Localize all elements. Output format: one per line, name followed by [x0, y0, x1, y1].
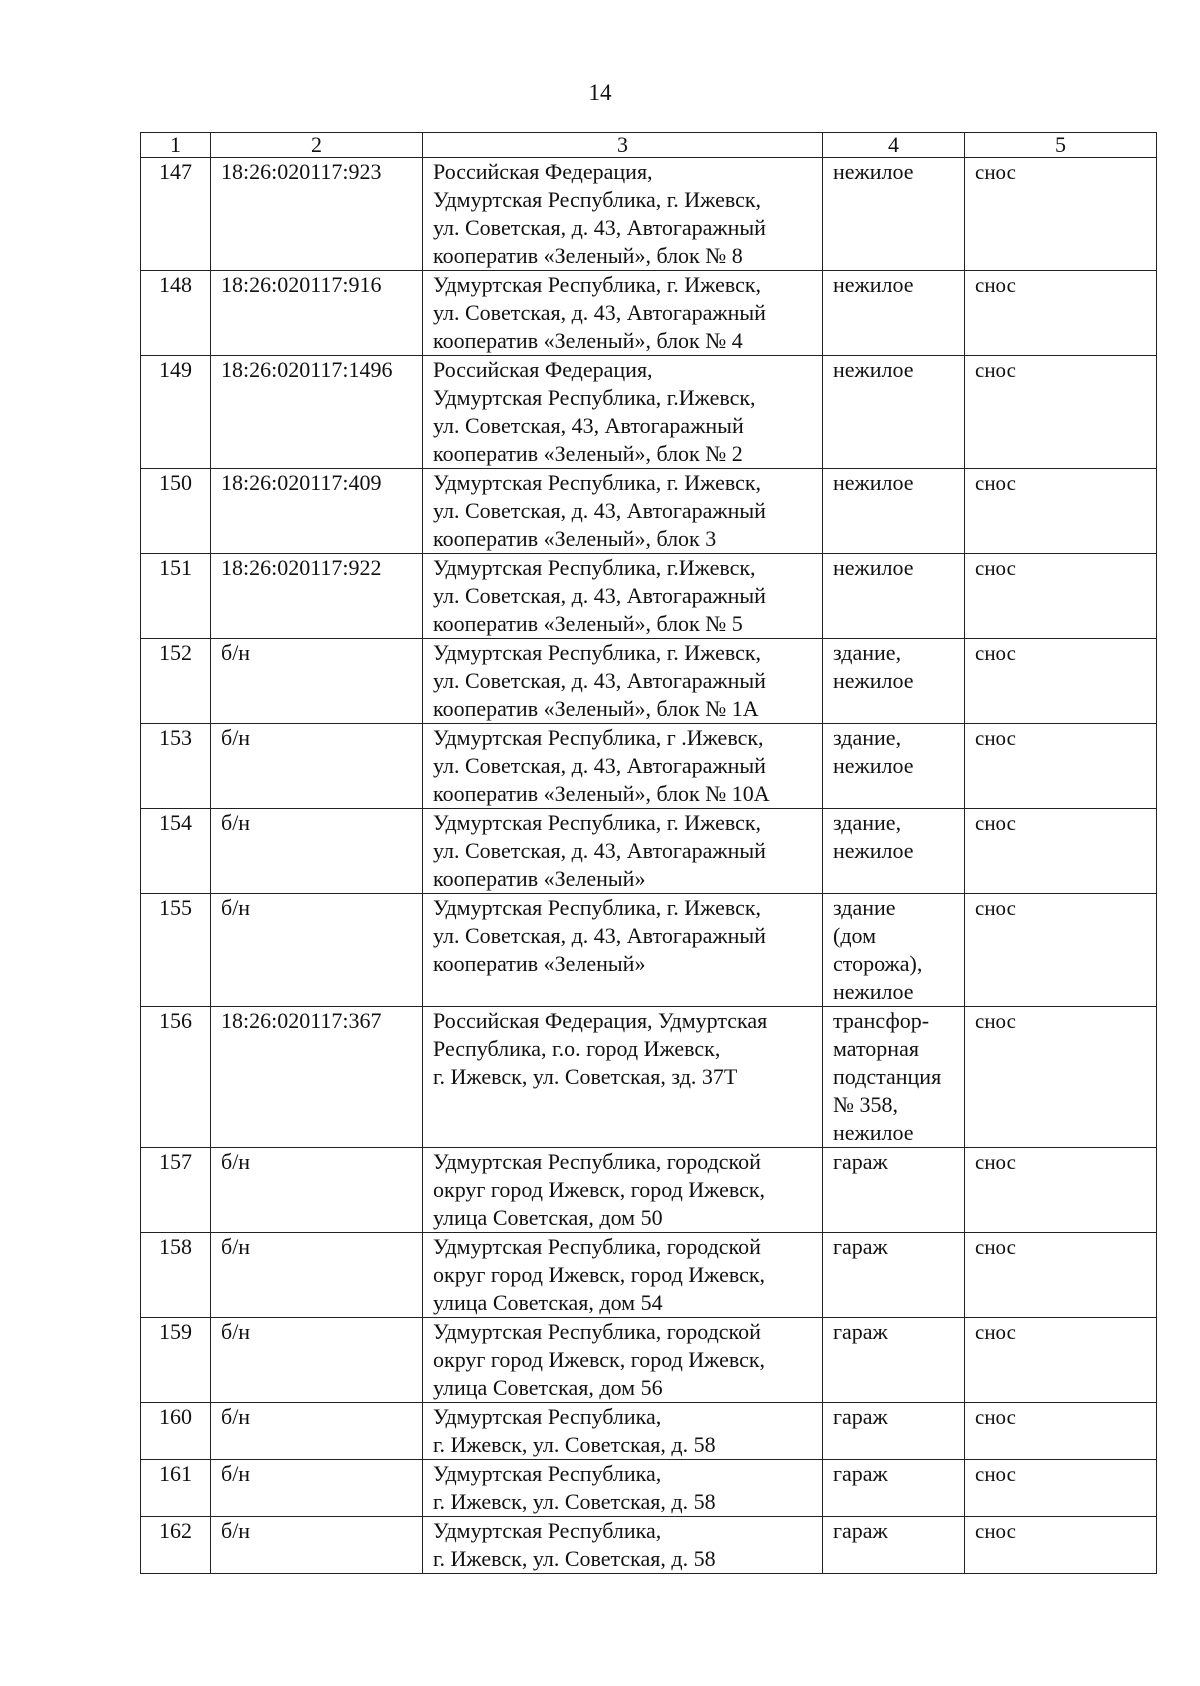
table-row [141, 639, 1157, 724]
object-type-line: подстанция [833, 1064, 942, 1089]
row-number-cell: 154 [141, 809, 211, 894]
object-type-line: трансфор- [833, 1008, 930, 1033]
address-line: Российская Федерация, [433, 357, 653, 382]
cadastral-number-cell: б/н [211, 1318, 423, 1403]
table-row [141, 1517, 1157, 1574]
row-number-cell: 161 [141, 1460, 211, 1517]
address-line: г. Ижевск, ул. Советская, д. 58 [433, 1546, 716, 1571]
address-line: г. Ижевск, ул. Советская, зд. 37Т [433, 1064, 738, 1089]
cadastral-number-cell: 18:26:020117:1496 [211, 356, 423, 469]
address-cell [423, 809, 823, 894]
object-type-line: нежилое [833, 753, 914, 778]
address-cell [423, 1318, 823, 1403]
cadastral-number-cell: 18:26:020117:916 [211, 271, 423, 356]
object-type-line: гараж [833, 1319, 888, 1344]
address-line: Удмуртская Республика, г .Ижевск, [433, 725, 764, 750]
action-cell: снос [965, 724, 1157, 809]
address-line: ул. Советская, д. 43, Автогаражный [433, 583, 766, 608]
object-type-cell [823, 809, 965, 894]
object-type-cell [823, 1148, 965, 1233]
object-type-line: нежилое [833, 1120, 914, 1145]
table-row [141, 809, 1157, 894]
cadastral-number-cell: б/н [211, 1233, 423, 1318]
objects-table [140, 132, 1157, 1574]
cadastral-number-cell: 18:26:020117:367 [211, 1007, 423, 1148]
address-cell [423, 1007, 823, 1148]
object-type-line: нежилое [833, 979, 914, 1004]
cadastral-number-cell: 18:26:020117:923 [211, 158, 423, 271]
address-line: улица Советская, дом 56 [433, 1375, 663, 1400]
address-line: округ город Ижевск, город Ижевск, [433, 1347, 766, 1372]
object-type-cell [823, 1007, 965, 1148]
object-type-line: гараж [833, 1404, 888, 1429]
address-cell [423, 1148, 823, 1233]
cadastral-number-cell: б/н [211, 1148, 423, 1233]
row-number-cell: 155 [141, 894, 211, 1007]
address-line: ул. Советская, д. 43, Автогаражный [433, 838, 766, 863]
object-type-cell [823, 158, 965, 271]
object-type-line: гараж [833, 1149, 888, 1174]
table-row [141, 271, 1157, 356]
action-cell: снос [965, 639, 1157, 724]
address-line: Удмуртская Республика, городской [433, 1319, 761, 1344]
action-cell: снос [965, 1233, 1157, 1318]
action-cell: снос [965, 158, 1157, 271]
address-line: ул. Советская, д. 43, Автогаражный [433, 753, 766, 778]
action-cell: снос [965, 894, 1157, 1007]
object-type-line: № 358, [833, 1092, 898, 1117]
address-line: Удмуртская Республика, г. Ижевск, [433, 470, 762, 495]
row-number-cell: 151 [141, 554, 211, 639]
action-cell: снос [965, 809, 1157, 894]
table-row [141, 1460, 1157, 1517]
address-line: Удмуртская Республика, г. Ижевск, [433, 895, 762, 920]
row-number-cell: 159 [141, 1318, 211, 1403]
row-number-cell: 162 [141, 1517, 211, 1574]
table-row [141, 1233, 1157, 1318]
row-number-cell: 156 [141, 1007, 211, 1148]
object-type-line: нежилое [833, 838, 914, 863]
address-line: Удмуртская Республика, городской [433, 1234, 761, 1259]
object-type-cell [823, 271, 965, 356]
cadastral-number-cell: б/н [211, 1460, 423, 1517]
object-type-line: нежилое [833, 272, 914, 297]
address-line: Российская Федерация, Удмуртская [433, 1008, 768, 1033]
action-cell: снос [965, 554, 1157, 639]
object-type-line: (дом [833, 923, 877, 948]
cadastral-number-cell: 18:26:020117:922 [211, 554, 423, 639]
cadastral-number-cell: б/н [211, 724, 423, 809]
address-line: ул. Советская, д. 43, Автогаражный [433, 923, 766, 948]
table-header-row [141, 133, 1157, 158]
object-type-cell [823, 469, 965, 554]
object-type-line: сторожа), [833, 951, 923, 976]
address-line: кооператив «Зеленый», блок № 4 [433, 328, 743, 353]
row-number-cell: 152 [141, 639, 211, 724]
cadastral-number-cell: б/н [211, 1517, 423, 1574]
cadastral-number-cell: б/н [211, 894, 423, 1007]
address-cell [423, 356, 823, 469]
row-number-cell: 149 [141, 356, 211, 469]
address-cell [423, 1233, 823, 1318]
object-type-cell [823, 1517, 965, 1574]
cadastral-number-cell: б/н [211, 639, 423, 724]
address-line: кооператив «Зеленый», блок № 5 [433, 611, 743, 636]
address-line: ул. Советская, д. 43, Автогаражный [433, 668, 766, 693]
cadastral-number-cell: б/н [211, 809, 423, 894]
object-type-line: нежилое [833, 357, 914, 382]
object-type-line: нежилое [833, 470, 914, 495]
object-type-line: маторная [833, 1036, 919, 1061]
address-line: Удмуртская Республика, г.Ижевск, [433, 385, 756, 410]
address-cell [423, 1460, 823, 1517]
address-line: ул. Советская, д. 43, Автогаражный [433, 215, 766, 240]
table-row [141, 894, 1157, 1007]
action-cell: снос [965, 1403, 1157, 1460]
table-body [141, 158, 1157, 1574]
row-number-cell: 153 [141, 724, 211, 809]
object-type-cell [823, 1403, 965, 1460]
column-header: 4 [823, 133, 965, 158]
address-cell [423, 469, 823, 554]
object-type-cell [823, 1233, 965, 1318]
cadastral-number-cell: 18:26:020117:409 [211, 469, 423, 554]
object-type-line: гараж [833, 1518, 888, 1543]
address-line: Удмуртская Республика, [433, 1518, 662, 1543]
table-row [141, 1403, 1157, 1460]
address-line: Удмуртская Республика, г.Ижевск, [433, 555, 756, 580]
address-line: ул. Советская, д. 43, Автогаражный [433, 300, 766, 325]
address-cell [423, 639, 823, 724]
column-header: 5 [965, 133, 1157, 158]
object-type-line: здание, [833, 640, 902, 665]
address-line: ул. Советская, д. 43, Автогаражный [433, 498, 766, 523]
object-type-line: гараж [833, 1234, 888, 1259]
address-line: кооператив «Зеленый», блок № 1А [433, 696, 759, 721]
address-line: улица Советская, дом 50 [433, 1205, 663, 1230]
address-line: Удмуртская Республика, г. Ижевск, [433, 272, 762, 297]
object-type-line: нежилое [833, 555, 914, 580]
action-cell: снос [965, 1007, 1157, 1148]
address-line: Удмуртская Республика, г. Ижевск, [433, 640, 762, 665]
table-row [141, 724, 1157, 809]
row-number-cell: 157 [141, 1148, 211, 1233]
column-header: 2 [211, 133, 423, 158]
action-cell: снос [965, 271, 1157, 356]
address-cell [423, 1403, 823, 1460]
object-type-cell [823, 1460, 965, 1517]
address-cell [423, 724, 823, 809]
table-row [141, 554, 1157, 639]
address-line: округ город Ижевск, город Ижевск, [433, 1262, 766, 1287]
address-line: кооператив «Зеленый», блок 3 [433, 526, 717, 551]
row-number-cell: 147 [141, 158, 211, 271]
action-cell: снос [965, 469, 1157, 554]
address-cell [423, 554, 823, 639]
action-cell: снос [965, 356, 1157, 469]
object-type-line: нежилое [833, 668, 914, 693]
address-line: Удмуртская Республика, г. Ижевск, [433, 187, 762, 212]
object-type-line: гараж [833, 1461, 888, 1486]
address-cell [423, 1517, 823, 1574]
address-cell [423, 271, 823, 356]
address-line: улица Советская, дом 54 [433, 1290, 663, 1315]
address-line: кооператив «Зеленый», блок № 10А [433, 781, 770, 806]
object-type-line: нежилое [833, 159, 914, 184]
row-number-cell: 160 [141, 1403, 211, 1460]
object-type-cell [823, 356, 965, 469]
column-header: 1 [141, 133, 211, 158]
address-line: Российская Федерация, [433, 159, 653, 184]
action-cell: снос [965, 1148, 1157, 1233]
table-row [141, 158, 1157, 271]
action-cell: снос [965, 1460, 1157, 1517]
table-row [141, 469, 1157, 554]
action-cell: снос [965, 1318, 1157, 1403]
table-row [141, 356, 1157, 469]
address-line: г. Ижевск, ул. Советская, д. 58 [433, 1489, 716, 1514]
object-type-cell [823, 554, 965, 639]
column-header: 3 [423, 133, 823, 158]
address-cell [423, 894, 823, 1007]
table-row [141, 1007, 1157, 1148]
object-type-cell [823, 724, 965, 809]
address-line: кооператив «Зеленый», блок № 8 [433, 243, 743, 268]
address-line: Удмуртская Республика, г. Ижевск, [433, 810, 762, 835]
object-type-line: здание [833, 895, 896, 920]
row-number-cell: 150 [141, 469, 211, 554]
address-line: Республика, г.о. город Ижевск, [433, 1036, 721, 1061]
address-line: кооператив «Зеленый», блок № 2 [433, 441, 743, 466]
address-line: кооператив «Зеленый» [433, 866, 646, 891]
object-type-cell [823, 639, 965, 724]
page-number: 14 [588, 80, 612, 105]
address-line: г. Ижевск, ул. Советская, д. 58 [433, 1432, 716, 1457]
address-line: кооператив «Зеленый» [433, 951, 646, 976]
table-row [141, 1148, 1157, 1233]
row-number-cell: 158 [141, 1233, 211, 1318]
address-line: Удмуртская Республика, городской [433, 1149, 761, 1174]
object-type-line: здание, [833, 810, 902, 835]
row-number-cell: 148 [141, 271, 211, 356]
cadastral-number-cell: б/н [211, 1403, 423, 1460]
table-row [141, 1318, 1157, 1403]
address-cell [423, 158, 823, 271]
address-line: Удмуртская Республика, [433, 1404, 662, 1429]
address-line: округ город Ижевск, город Ижевск, [433, 1177, 766, 1202]
address-line: Удмуртская Республика, [433, 1461, 662, 1486]
object-type-cell [823, 894, 965, 1007]
address-line: ул. Советская, 43, Автогаражный [433, 413, 744, 438]
object-type-line: здание, [833, 725, 902, 750]
action-cell: снос [965, 1517, 1157, 1574]
object-type-cell [823, 1318, 965, 1403]
